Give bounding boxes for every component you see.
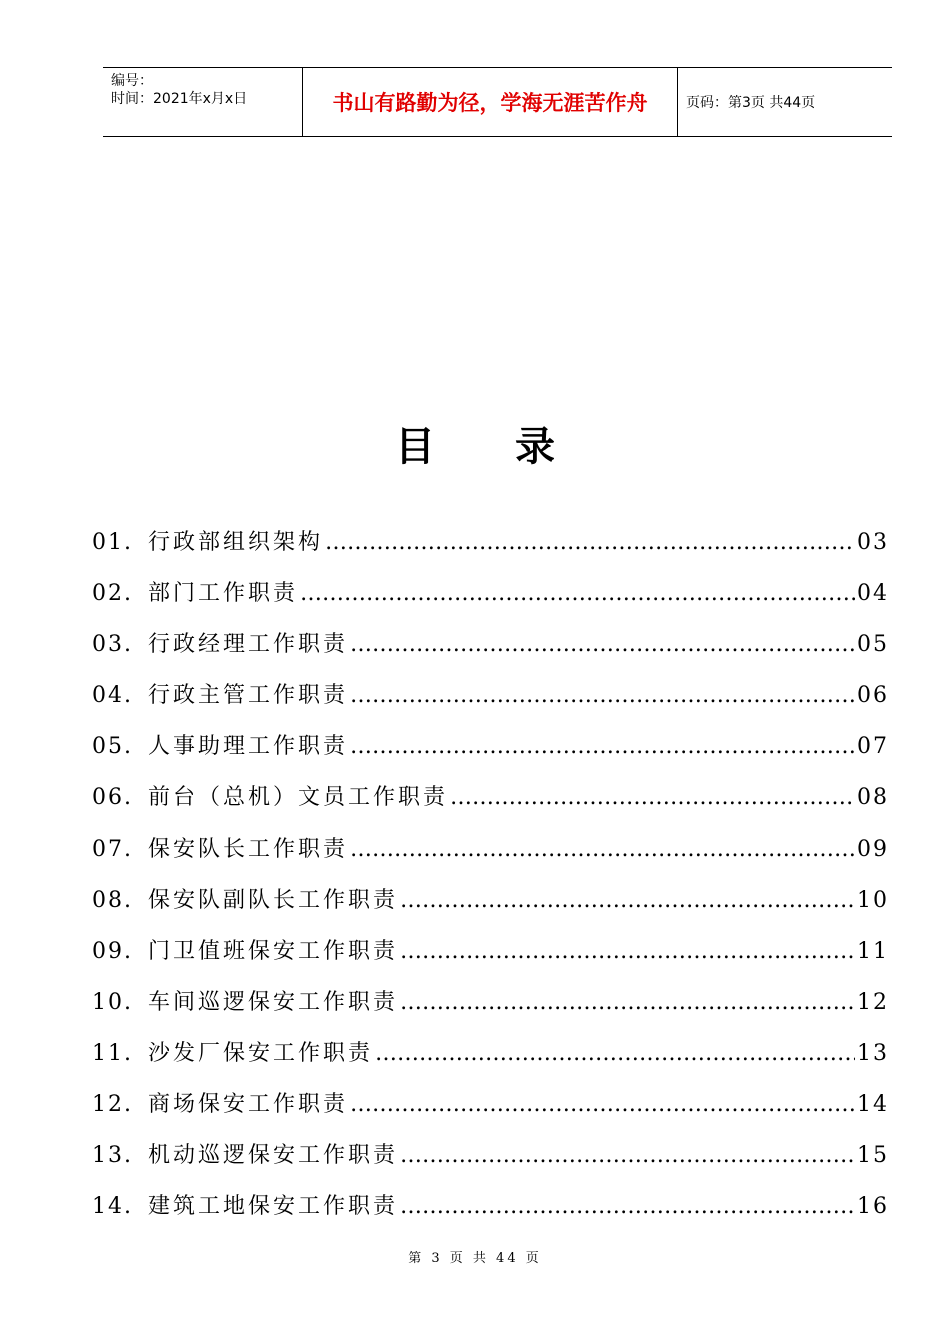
toc-entry[interactable] (92, 576, 889, 627)
toc-entry[interactable] (92, 1087, 889, 1138)
toc-entry-page: 06 (857, 683, 889, 709)
toc-entry[interactable] (92, 627, 889, 678)
toc-entry-page: 04 (857, 581, 889, 607)
toc-entry[interactable] (92, 729, 889, 780)
page-header (103, 67, 892, 137)
toc-leader-dots (400, 1194, 855, 1219)
toc-entry[interactable] (92, 985, 889, 1036)
toc-entry-title: 前台（总机）文员工作职责 (148, 785, 449, 811)
toc-entry-page: 12 (857, 989, 889, 1015)
toc-entry-title: 商场保安工作职责 (148, 1092, 349, 1118)
toc-entry-number: 02. (92, 581, 133, 607)
toc-entry-title: 行政部组织架构 (148, 530, 324, 555)
toc-entry[interactable] (92, 934, 889, 985)
toc-entry-title: 保安队副队长工作职责 (148, 887, 399, 913)
toc-leader-dots (375, 1041, 855, 1066)
toc-leader-dots (400, 939, 855, 964)
toc-entry-page: 10 (857, 887, 889, 913)
toc-entry-page: 08 (857, 785, 889, 811)
toc-leader-dots (350, 683, 855, 708)
toc-entry-title: 人事助理工作职责 (148, 734, 349, 760)
time-label: 时间：2021年x月x日 (111, 91, 248, 107)
toc-entry-title: 沙发厂保安工作职责 (148, 1040, 374, 1066)
serial-label: 编号： (111, 73, 153, 89)
toc-entry-title: 建筑工地保安工作职责 (148, 1194, 399, 1220)
toc-entry-page: 05 (857, 632, 889, 658)
toc-leader-dots (350, 837, 855, 862)
toc-leader-dots (400, 888, 855, 913)
toc-entry-title: 行政主管工作职责 (148, 683, 349, 709)
header-page-code: 页码：第3页 共44页 (686, 95, 816, 111)
toc-entry[interactable] (92, 1189, 889, 1240)
toc-entry-title: 部门工作职责 (148, 581, 299, 607)
toc-entry-number: 01. (92, 530, 133, 555)
toc-leader-dots (350, 1092, 855, 1117)
toc-entry-title: 行政经理工作职责 (148, 632, 349, 658)
toc-entry-page: 07 (857, 734, 889, 760)
toc-leader-dots (350, 632, 855, 657)
toc-entry-number: 07. (92, 836, 133, 862)
toc-leader-dots (450, 785, 855, 810)
toc-entry-number: 13. (92, 1143, 133, 1169)
header-meta (103, 68, 303, 136)
toc-entry[interactable] (92, 832, 889, 883)
toc-entry-number: 06. (92, 785, 133, 811)
toc-entry-title: 机动巡逻保安工作职责 (148, 1143, 399, 1169)
toc-leader-dots (400, 990, 855, 1015)
toc-entry-number: 11. (92, 1040, 133, 1066)
toc-entry[interactable] (92, 883, 889, 934)
toc-entry-number: 12. (92, 1092, 133, 1118)
toc-leader-dots (300, 581, 855, 606)
toc-leader-dots (325, 530, 855, 555)
toc-leader-dots (350, 734, 855, 759)
toc-entry-number: 05. (92, 734, 133, 760)
toc-entry-number: 14. (92, 1194, 133, 1220)
toc-entry[interactable] (92, 525, 889, 576)
toc-entry[interactable] (92, 780, 889, 831)
toc-entry-number: 08. (92, 887, 133, 913)
table-of-contents (92, 525, 889, 1240)
toc-entry-number: 03. (92, 632, 133, 658)
toc-entry-page: 03 (857, 530, 889, 555)
page-footer: 第 3 页 共 44 页 (408, 1251, 542, 1266)
toc-entry-title: 保安队长工作职责 (148, 836, 349, 862)
toc-entry-page: 11 (857, 938, 889, 964)
toc-entry[interactable] (92, 1036, 889, 1087)
toc-title: 目录 (395, 424, 635, 470)
toc-entry-page: 14 (857, 1092, 889, 1118)
toc-entry[interactable] (92, 1138, 889, 1189)
toc-entry-number: 10. (92, 989, 133, 1015)
toc-entry-page: 16 (857, 1194, 889, 1220)
toc-entry[interactable] (92, 678, 889, 729)
toc-entry-number: 04. (92, 683, 133, 709)
toc-entry-title: 车间巡逻保安工作职责 (148, 989, 399, 1015)
toc-entry-page: 15 (857, 1143, 889, 1169)
header-slogan: 书山有路勤为径，学海无涯苦作舟 (303, 68, 678, 136)
toc-entry-page: 13 (857, 1040, 889, 1066)
toc-leader-dots (400, 1143, 855, 1168)
toc-entry-page: 09 (857, 836, 889, 862)
toc-entry-number: 09. (92, 938, 133, 964)
toc-entry-title: 门卫值班保安工作职责 (148, 938, 399, 964)
